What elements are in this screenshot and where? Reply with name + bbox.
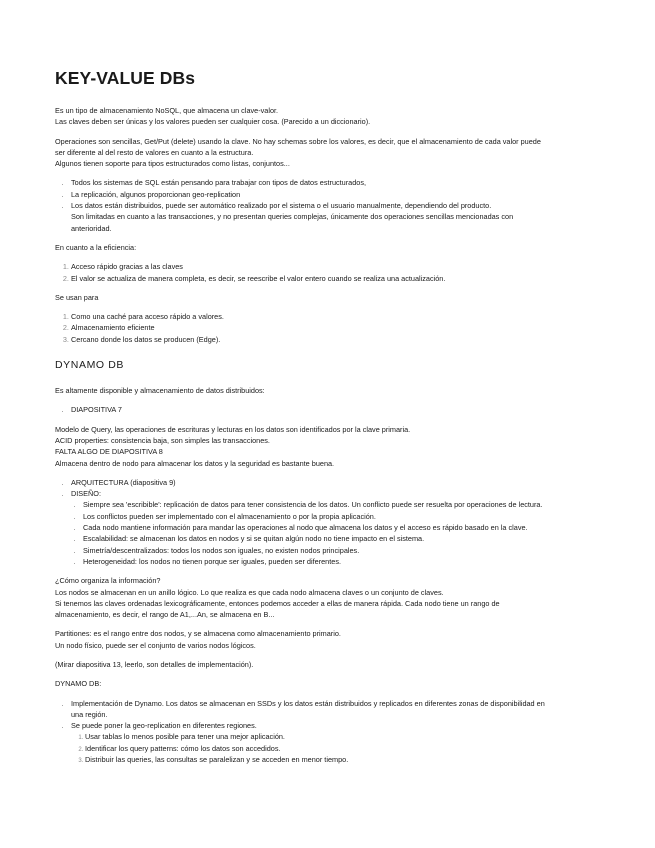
dynamo-intro: Es altamente disponible y almacenamiento de datos distribuidos: [55,386,265,396]
list-item: 3. Cercano donde los datos se producen (Edge). [71,334,600,345]
efficiency-heading: En cuanto a la eficiencia: [55,242,137,252]
list-item: 1. Como una caché para acceso rápido a valores. [71,311,600,322]
list-item: • Heterogeneidad: los nodos no tienen porque ser iguales, pueden ser diferentes. [83,556,600,567]
list-item: • DISEÑO: • Siempre sea 'escribible': replicación de datos para tener consistencia de los datos. Un conflicto puede ser resuelta por operaciones de lectura. • Los conflictos pueden ser implementado con el almacenamiento o por la propia aplicación. • Cada nodo mantiene información para mandar las operaciones al nodo que almacena los datos y el acceso es rápido basado en la clave. • Escalabilidad: se almacenan los datos en nodos y si se quitan algún nodo no tiene impacto en el sistema. • Simetría/descentralizados: todos los nodos son iguales, no existen nodos principales. • Heterogeneidad: los nodos no tienen porque ser iguales, pueden ser diferentes. [71,488,600,567]
dynamo-label: DYNAMO DB: [55,679,102,689]
intro-paragraph [55,105,600,128]
model-paragraph [55,424,600,469]
section-heading: DYNAMO DB [55,359,124,372]
operations-line: ser diferente al del resto de valores en cuanto a la estructura. [55,147,254,157]
list-item: 2. Identificar los query patterns: cómo los datos son accedidos. [85,743,600,754]
list-item: • Los conflictos pueden ser implementado con el almacenamiento o por la propia aplicación. [83,511,600,522]
list-item: 3. Distribuir las queries, las consultas se paralelizan y se acceden en menor tiempo. [85,754,600,765]
slide-list [55,404,600,415]
list-item: • Los datos están distribuidos, puede ser automático realizado por el sistema o el usuario manualmente, dependiendo del producto. Son limitadas en cuanto a las transacciones, y no presentan queries complejas, únicamente dos operaciones sencillas mencionadas con anterioridad. [71,200,600,234]
list-item: • Cada nodo mantiene información para mandar las operaciones al nodo que almacena los datos y el acceso es rápido basado en la clave. [83,522,600,533]
operations-line: Operaciones son sencillas, Get/Put (delete) usando la clave. No hay schemas sobre los valores, es decir, que el almacenamiento de cada valor puede [55,136,541,146]
list-item: • ARQUITECTURA (diapositiva 9) [71,477,600,488]
dynamo-list [55,698,600,766]
list-item: • Todos los sistemas de SQL están pensando para trabajar con tipos de datos estructurados, [71,177,600,188]
organization-line: almacenamiento, es decir, el rango de A1,...An, se almacena en B... [55,610,275,620]
model-line: ACID properties: consistencia baja, son simples las transacciones. [55,435,270,445]
efficiency-list [55,261,600,284]
page-title: KEY-VALUE DBs [55,68,196,88]
list-item: 2. El valor se actualiza de manera completa, es decir, se reescribe el valor entero cuando se realiza una actualización. [71,273,600,284]
organization-line: ¿Cómo organiza la información? [55,576,161,586]
model-line: Modelo de Query, las operaciones de escrituras y lecturas en los datos son identificados por la clave primaria. [55,424,411,434]
design-list [71,499,600,567]
model-line: FALTA ALGO DE DIAPOSITIVA 8 [55,447,163,457]
list-item: • La replicación, algunos proporcionan geo-replication [71,189,600,200]
list-item: • Simetría/descentralizados: todos los nodos son iguales, no existen nodos principales. [83,545,600,556]
geo-steps-list [71,731,600,765]
list-item: 1. Usar tablas lo menos posible para tener una mejor aplicación. [85,731,600,742]
architecture-list [55,477,600,567]
list-item: • Siempre sea 'escribible': replicación de datos para tener consistencia de los datos. Un conflicto puede ser resuelta por operaciones de lectura. [83,499,600,510]
operations-line: Algunos tienen soporte para tipos estructurados como listas, conjuntos... [55,159,290,169]
organization-paragraph [55,575,600,620]
partitions-paragraph [55,628,600,651]
list-item: • Escalabilidad: se almacenan los datos en nodos y si se quitan algún nodo no tiene impacto en el sistema. [83,533,600,544]
list-item: 2. Almacenamiento eficiente [71,322,600,333]
organization-line: Si tenemos las claves ordenadas lexicográficamente, entonces podemos acceder a ellas de manera rápida. Cada nodo tiene un rango de [55,598,500,608]
document-page [55,68,600,773]
list-item: 1. Acceso rápido gracias a las claves [71,261,600,272]
list-item: • Implementación de Dynamo. Los datos se almacenan en SSDs y los datos están distribuidos y replicados en diferentes zonas de disponibilidad en una región. [71,698,600,721]
operations-paragraph [55,136,600,170]
partitions-line: Partitiones: es el rango entre dos nodos, y se almacena como almacenamiento primario. [55,629,341,639]
list-item: • DIAPOSITIVA 7 [71,404,600,415]
organization-line: Los nodos se almacenan en un anillo lógico. Lo que realiza es que cada nodo almacena claves o un conjunto de claves. [55,587,444,597]
features-list [55,177,600,233]
uses-heading: Se usan para [55,292,99,302]
slide13-note: (Mirar diapositiva 13, leerlo, son detalles de implementación). [55,659,254,669]
model-line: Almacena dentro de nodo para almacenar los datos y la seguridad es bastante buena. [55,458,335,468]
partitions-line: Un nodo físico, puede ser el conjunto de varios nodos lógicos. [55,640,256,650]
uses-list [55,311,600,345]
intro-line: Las claves deben ser únicas y los valores pueden ser cualquier cosa. (Parecido a un diccionario). [55,117,371,127]
intro-line: Es un tipo de almacenamiento NoSQL, que almacena un clave-valor. [55,106,279,115]
list-item: • Se puede poner la geo-replication en diferentes regiones. 1. Usar tablas lo menos posible para tener una mejor aplicación. 2. Identificar los query patterns: cómo los datos son accedidos. 3. Distribuir las queries, las consultas se paralelizan y se acceden en menor tiempo. [71,720,600,765]
